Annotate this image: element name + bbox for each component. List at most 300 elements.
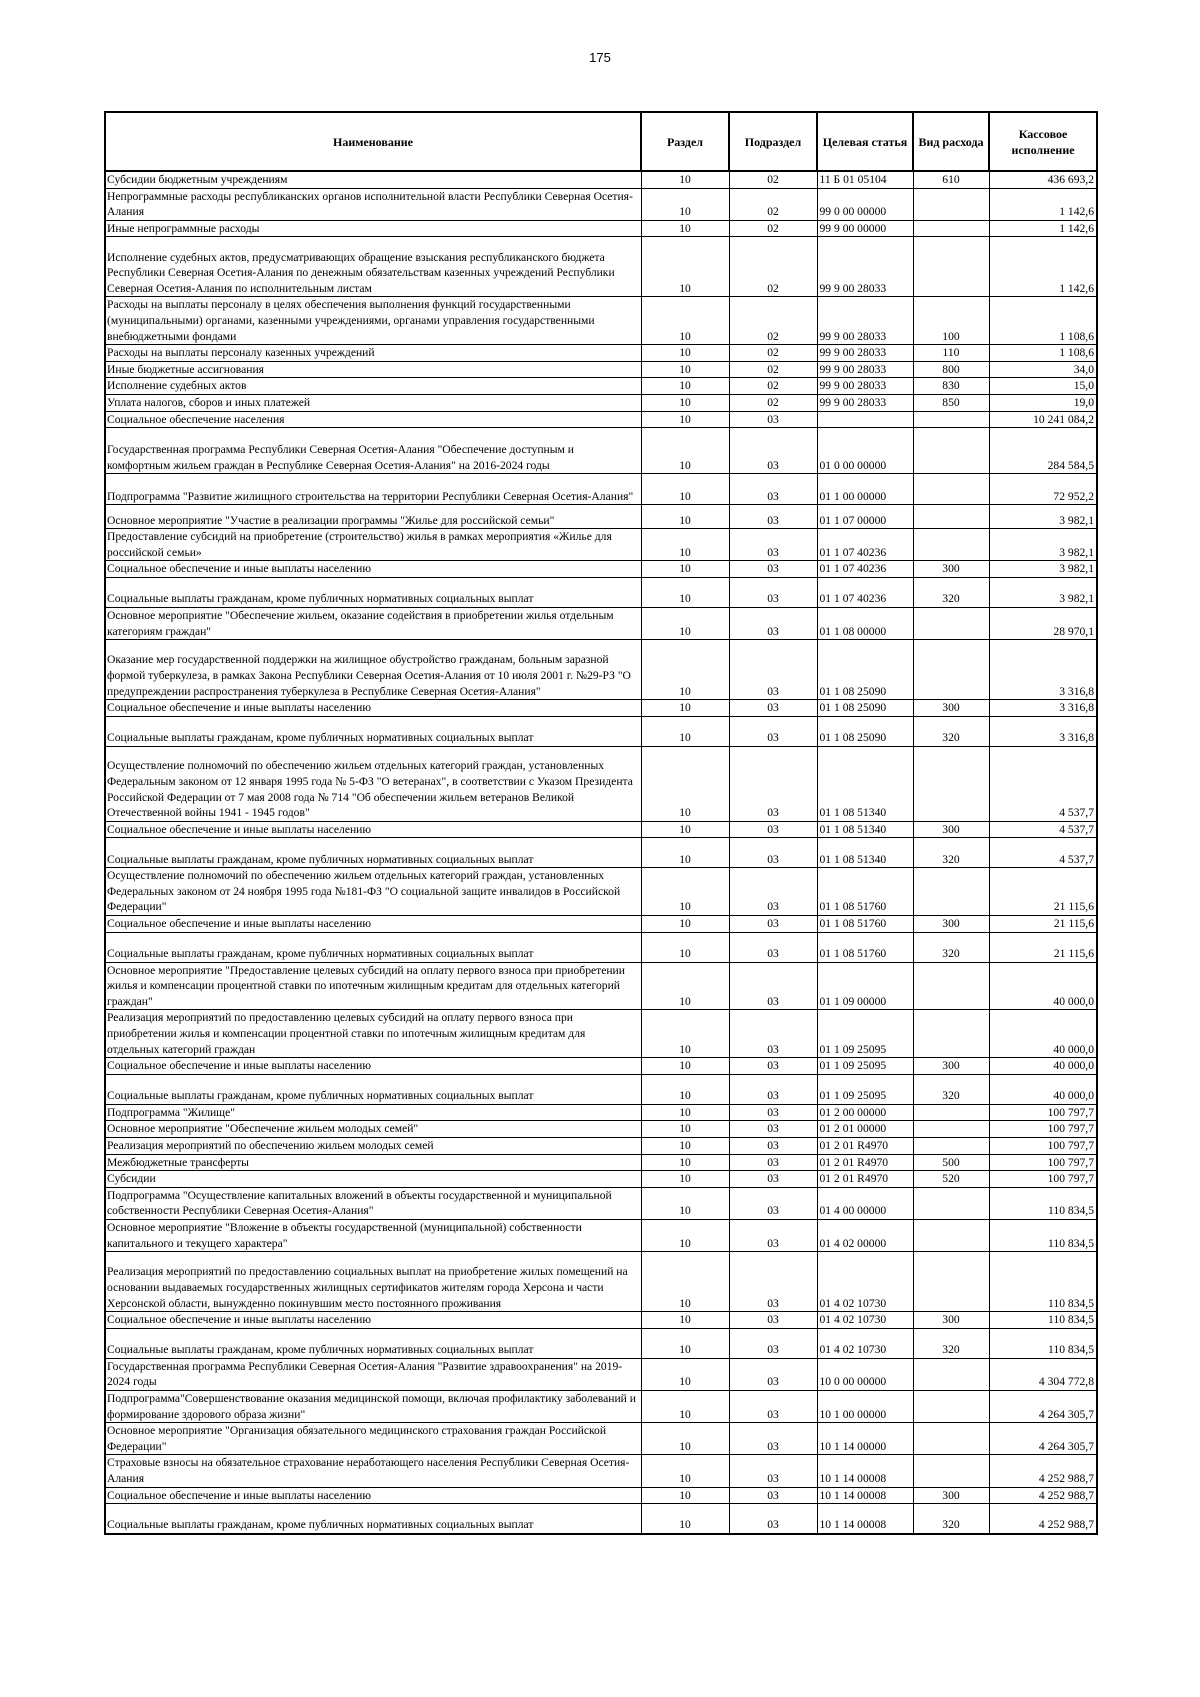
row-expense-type: 610 [913,171,989,188]
table-row [105,1328,1097,1358]
row-subsection: 03 [729,868,817,916]
row-section: 10 [641,838,729,868]
row-name: Основное мероприятие "Вложение в объекты государственной (муниципальной) собственности капитального и текущего характера" [105,1219,641,1251]
row-name: Государственная программа Республики Северная Осетия-Алания "Развитие здравоохранения" на 2019-2024 годы [105,1358,641,1390]
row-expense-type: 320 [913,838,989,868]
table-row [105,297,1097,345]
row-expense-type: 850 [913,394,989,411]
row-section: 10 [641,361,729,378]
row-subsection: 03 [729,1328,817,1358]
row-article: 01 1 07 40236 [817,561,913,578]
row-section: 10 [641,1138,729,1155]
row-amount: 4 304 772,8 [989,1358,1097,1390]
row-name: Подпрограмма "Жилище" [105,1104,641,1121]
row-subsection: 03 [729,821,817,838]
row-article: 01 2 01 R4970 [817,1138,913,1155]
row-amount: 1 142,6 [989,237,1097,297]
row-subsection: 02 [729,188,817,220]
row-name: Осуществление полномочий по обеспечению жильем отдельных категорий граждан, установленных Федеральных законом от 24 ноября 1995 года №181-ФЗ "О социальной защите инвалидов в Российской Федерации" [105,868,641,916]
row-name: Основное мероприятие "Организация обязательного медицинского страхования граждан Российской Федерации" [105,1423,641,1455]
row-amount: 110 834,5 [989,1328,1097,1358]
table-row [105,838,1097,868]
row-expense-type [913,1121,989,1138]
row-expense-type: 300 [913,916,989,933]
header-subsection: Подраздел [729,112,817,171]
row-article: 01 1 09 00000 [817,962,913,1010]
row-section: 10 [641,577,729,607]
row-subsection: 03 [729,1312,817,1329]
row-amount: 4 264 305,7 [989,1423,1097,1455]
row-section: 10 [641,716,729,746]
row-amount: 21 115,6 [989,868,1097,916]
row-article: 01 4 00 00000 [817,1187,913,1219]
table-row [105,237,1097,297]
row-amount: 40 000,0 [989,1010,1097,1058]
row-amount: 4 252 988,7 [989,1487,1097,1504]
header-name: Наименование [105,112,641,171]
row-expense-type: 320 [913,577,989,607]
row-amount: 4 537,7 [989,746,1097,821]
row-expense-type: 300 [913,1487,989,1504]
row-section: 10 [641,1187,729,1219]
row-subsection: 02 [729,394,817,411]
row-expense-type: 320 [913,932,989,962]
table-row [105,1121,1097,1138]
row-subsection: 03 [729,1010,817,1058]
row-name: Социальное обеспечение и иные выплаты населению [105,916,641,933]
row-name: Социальное обеспечение и иные выплаты населению [105,1312,641,1329]
row-article: 99 9 00 28033 [817,394,913,411]
row-subsection: 02 [729,171,817,188]
row-amount: 21 115,6 [989,916,1097,933]
row-amount: 3 982,1 [989,561,1097,578]
page-number: 175 [589,50,611,65]
row-subsection: 03 [729,411,817,428]
table-row [105,1010,1097,1058]
table-row [105,1504,1097,1534]
header-amount: Кассовое исполнение [989,112,1097,171]
row-name: Социальное обеспечение и иные выплаты населению [105,700,641,717]
row-subsection: 03 [729,962,817,1010]
table-row [105,1187,1097,1219]
row-amount: 4 264 305,7 [989,1390,1097,1422]
table-row [105,378,1097,395]
row-expense-type [913,1187,989,1219]
row-article: 11 Б 01 05104 [817,171,913,188]
row-name: Социальное обеспечение и иные выплаты населению [105,821,641,838]
row-amount: 100 797,7 [989,1121,1097,1138]
row-expense-type [913,607,989,639]
row-article: 10 0 00 00000 [817,1358,913,1390]
row-subsection: 03 [729,1423,817,1455]
row-expense-type [913,1138,989,1155]
row-section: 10 [641,1423,729,1455]
row-section: 10 [641,607,729,639]
row-amount: 3 316,8 [989,640,1097,700]
row-subsection: 03 [729,505,817,529]
row-amount: 15,0 [989,378,1097,395]
row-expense-type: 830 [913,378,989,395]
row-name: Межбюджетные трансферты [105,1154,641,1171]
row-subsection: 03 [729,1390,817,1422]
row-expense-type [913,1252,989,1312]
row-name: Иные непрограммные расходы [105,220,641,237]
row-subsection: 03 [729,607,817,639]
table-row [105,529,1097,561]
table-row [105,428,1097,474]
row-expense-type [913,237,989,297]
row-amount: 21 115,6 [989,932,1097,962]
row-subsection: 03 [729,1074,817,1104]
row-expense-type: 300 [913,1058,989,1075]
header-expense-type: Вид расхода [913,112,989,171]
row-article: 01 1 09 25095 [817,1010,913,1058]
row-section: 10 [641,1121,729,1138]
row-subsection: 03 [729,1121,817,1138]
table-row [105,1058,1097,1075]
row-section: 10 [641,171,729,188]
row-name: Иные бюджетные ассигнования [105,361,641,378]
row-expense-type: 300 [913,700,989,717]
row-name: Непрограммные расходы республиканских органов исполнительной власти Республики Северная Осетия-Алания [105,188,641,220]
row-article: 01 4 02 10730 [817,1312,913,1329]
row-expense-type: 110 [913,345,989,362]
table-row [105,1219,1097,1251]
table-row [105,505,1097,529]
row-expense-type: 320 [913,1504,989,1534]
row-expense-type [913,1219,989,1251]
row-subsection: 03 [729,1358,817,1390]
row-section: 10 [641,529,729,561]
table-row [105,868,1097,916]
table-row [105,1154,1097,1171]
row-article: 01 1 08 25090 [817,640,913,700]
row-amount: 3 982,1 [989,505,1097,529]
table-row [105,1487,1097,1504]
row-expense-type: 520 [913,1171,989,1188]
row-section: 10 [641,1010,729,1058]
table-row [105,220,1097,237]
row-section: 10 [641,411,729,428]
row-section: 10 [641,345,729,362]
table-body [105,171,1097,1534]
row-subsection: 03 [729,916,817,933]
row-subsection: 03 [729,577,817,607]
row-expense-type [913,1455,989,1487]
row-article: 99 9 00 28033 [817,361,913,378]
row-article: 01 1 00 00000 [817,474,913,505]
row-expense-type [913,1010,989,1058]
row-section: 10 [641,1171,729,1188]
row-section: 10 [641,474,729,505]
row-subsection: 03 [729,932,817,962]
row-amount: 40 000,0 [989,1058,1097,1075]
row-article: 01 1 07 40236 [817,577,913,607]
table-row [105,361,1097,378]
table-row [105,188,1097,220]
row-name: Субсидии бюджетным учреждениям [105,171,641,188]
row-section: 10 [641,640,729,700]
row-article: 01 4 02 10730 [817,1252,913,1312]
row-article: 01 2 01 00000 [817,1121,913,1138]
row-name: Осуществление полномочий по обеспечению жильем отдельных категорий граждан, установленных Федеральным законом от 12 января 1995 года № 5-ФЗ "О ветеранах", в соответствии с Указом Президента Российской Федерации от 7 мая 2008 года № 714 "Об обеспечении жильем ветеранов Великой Отечественной войны 1941 - 1945 годов" [105,746,641,821]
row-article: 01 1 09 25095 [817,1058,913,1075]
row-section: 10 [641,1504,729,1534]
row-name: Государственная программа Республики Северная Осетия-Алания "Обеспечение доступным и комфортным жильем граждан в Республике Северная Осетия-Алания" на 2016-2024 годы [105,428,641,474]
table-row [105,394,1097,411]
row-section: 10 [641,1487,729,1504]
row-subsection: 03 [729,1058,817,1075]
row-name: Реализация мероприятий по предоставлению целевых субсидий на оплату первого взноса при приобретении жилья и компенсации процентной ставки по ипотечным жилищным кредитам для отдельных категорий граждан [105,1010,641,1058]
row-amount: 100 797,7 [989,1154,1097,1171]
row-section: 10 [641,237,729,297]
row-section: 10 [641,394,729,411]
row-section: 10 [641,1390,729,1422]
row-name: Социальное обеспечение и иные выплаты населению [105,1487,641,1504]
row-article: 10 1 00 00000 [817,1390,913,1422]
table-row [105,821,1097,838]
row-name: Субсидии [105,1171,641,1188]
row-section: 10 [641,932,729,962]
row-section: 10 [641,1455,729,1487]
row-name: Реализация мероприятий по обеспечению жильем молодых семей [105,1138,641,1155]
row-section: 10 [641,1252,729,1312]
row-expense-type [913,474,989,505]
row-amount: 19,0 [989,394,1097,411]
row-article [817,411,913,428]
row-expense-type [913,220,989,237]
row-subsection: 03 [729,561,817,578]
row-section: 10 [641,220,729,237]
header-section: Раздел [641,112,729,171]
row-amount: 100 797,7 [989,1171,1097,1188]
row-name: Социальные выплаты гражданам, кроме публичных нормативных социальных выплат [105,577,641,607]
row-section: 10 [641,916,729,933]
row-name: Основное мероприятие "Участие в реализации программы "Жилье для российской семьи" [105,505,641,529]
row-expense-type [913,428,989,474]
row-article: 01 2 00 00000 [817,1104,913,1121]
row-section: 10 [641,188,729,220]
row-name: Социальное обеспечение и иные выплаты населению [105,561,641,578]
row-name: Расходы на выплаты персоналу казенных учреждений [105,345,641,362]
row-name: Исполнение судебных актов [105,378,641,395]
row-article: 01 1 07 00000 [817,505,913,529]
row-article: 01 1 08 51760 [817,932,913,962]
table-row [105,916,1097,933]
table-row [105,1171,1097,1188]
row-amount: 4 537,7 [989,838,1097,868]
row-amount: 4 537,7 [989,821,1097,838]
table-row [105,345,1097,362]
row-name: Подпрограмма "Развитие жилищного строительства на территории Республики Северная Осетия-Алания" [105,474,641,505]
row-amount: 3 316,8 [989,716,1097,746]
row-name: Основное мероприятие "Предоставление целевых субсидий на оплату первого взноса при приобретении жилья и компенсации процентной ставки по ипотечным жилищным кредитам для отдельных категорий граждан" [105,962,641,1010]
row-section: 10 [641,1104,729,1121]
row-amount: 3 982,1 [989,577,1097,607]
row-subsection: 02 [729,297,817,345]
row-subsection: 03 [729,1171,817,1188]
row-amount: 100 797,7 [989,1104,1097,1121]
table-header [105,112,1097,171]
row-name: Предоставление субсидий на приобретение (строительство) жилья в рамках мероприятия «Жилье для российской семьи» [105,529,641,561]
row-expense-type: 300 [913,821,989,838]
row-expense-type [913,868,989,916]
row-subsection: 03 [729,1154,817,1171]
row-subsection: 03 [729,1252,817,1312]
row-article: 01 2 01 R4970 [817,1171,913,1188]
row-expense-type [913,188,989,220]
row-amount: 1 142,6 [989,220,1097,237]
row-section: 10 [641,378,729,395]
row-article: 99 9 00 28033 [817,297,913,345]
row-section: 10 [641,1358,729,1390]
row-name: Социальные выплаты гражданам, кроме публичных нормативных социальных выплат [105,932,641,962]
table-row [105,962,1097,1010]
row-amount: 3 982,1 [989,529,1097,561]
row-section: 10 [641,505,729,529]
row-subsection: 03 [729,716,817,746]
row-amount: 34,0 [989,361,1097,378]
row-amount: 28 970,1 [989,607,1097,639]
row-subsection: 03 [729,1504,817,1534]
row-subsection: 03 [729,1455,817,1487]
row-expense-type: 100 [913,297,989,345]
row-article: 01 1 07 40236 [817,529,913,561]
row-section: 10 [641,1312,729,1329]
row-article: 01 2 01 R4970 [817,1154,913,1171]
row-amount: 110 834,5 [989,1219,1097,1251]
row-name: Подпрограмма "Осуществление капитальных вложений в объекты государственной и муниципальной собственности Республики Северная Осетия-Алания" [105,1187,641,1219]
row-article: 01 1 08 51760 [817,916,913,933]
row-amount: 1 108,6 [989,345,1097,362]
row-article: 01 1 08 00000 [817,607,913,639]
table-row [105,171,1097,188]
row-article: 99 9 00 28033 [817,237,913,297]
row-name: Страховые взносы на обязательное страхование неработающего населения Республики Северная Осетия-Алания [105,1455,641,1487]
row-subsection: 03 [729,1219,817,1251]
row-subsection: 03 [729,700,817,717]
row-expense-type [913,1390,989,1422]
row-expense-type: 320 [913,1074,989,1104]
table-row [105,1312,1097,1329]
row-expense-type [913,1358,989,1390]
row-expense-type: 320 [913,716,989,746]
row-name: Расходы на выплаты персоналу в целях обеспечения выполнения функций государственными (муниципальными) органами, казенными учреждениями, органами управления государственными внебюджетными фондами [105,297,641,345]
row-name: Социальные выплаты гражданам, кроме публичных нормативных социальных выплат [105,716,641,746]
row-article: 01 1 09 25095 [817,1074,913,1104]
row-name: Исполнение судебных актов, предусматривающих обращение взыскания республиканского бюджета Республики Северная Осетия-Алания по денежным обязательствам казенных учреждений Республики Северная Осетия-Алания по исполнительным листам [105,237,641,297]
row-article: 01 1 08 51340 [817,746,913,821]
header-article: Целевая статья [817,112,913,171]
row-section: 10 [641,821,729,838]
row-subsection: 03 [729,838,817,868]
row-subsection: 03 [729,746,817,821]
table-row [105,700,1097,717]
row-section: 10 [641,962,729,1010]
row-name: Социальные выплаты гражданам, кроме публичных нормативных социальных выплат [105,1504,641,1534]
row-subsection: 03 [729,1138,817,1155]
row-section: 10 [641,1328,729,1358]
row-amount: 10 241 084,2 [989,411,1097,428]
row-amount: 436 693,2 [989,171,1097,188]
row-expense-type: 300 [913,1312,989,1329]
row-expense-type [913,529,989,561]
row-name: Основное мероприятие "Обеспечение жильем, оказание содействия в приобретении жилья отдельным категориям граждан" [105,607,641,639]
row-amount: 3 316,8 [989,700,1097,717]
row-section: 10 [641,746,729,821]
row-subsection: 02 [729,237,817,297]
row-expense-type: 300 [913,561,989,578]
row-amount: 1 108,6 [989,297,1097,345]
table-row [105,1390,1097,1422]
row-subsection: 02 [729,345,817,362]
row-subsection: 02 [729,220,817,237]
table-row [105,577,1097,607]
row-article: 01 0 00 00000 [817,428,913,474]
row-amount: 110 834,5 [989,1312,1097,1329]
row-article: 99 0 00 00000 [817,188,913,220]
table-row [105,932,1097,962]
row-article: 01 1 08 51340 [817,838,913,868]
row-article: 99 9 00 00000 [817,220,913,237]
row-subsection: 03 [729,1104,817,1121]
row-name: Социальное обеспечение населения [105,411,641,428]
row-amount: 4 252 988,7 [989,1504,1097,1534]
table-row [105,1252,1097,1312]
row-section: 10 [641,700,729,717]
row-expense-type: 800 [913,361,989,378]
row-name: Уплата налогов, сборов и иных платежей [105,394,641,411]
row-expense-type [913,1423,989,1455]
table-row [105,1455,1097,1487]
row-article: 01 1 08 51760 [817,868,913,916]
row-subsection: 03 [729,474,817,505]
row-amount: 110 834,5 [989,1252,1097,1312]
row-expense-type [913,640,989,700]
table-row [105,411,1097,428]
row-amount: 284 584,5 [989,428,1097,474]
row-expense-type [913,505,989,529]
row-name: Социальные выплаты гражданам, кроме публичных нормативных социальных выплат [105,838,641,868]
budget-table [104,111,1098,1535]
row-article: 10 1 14 00008 [817,1487,913,1504]
row-name: Социальные выплаты гражданам, кроме публичных нормативных социальных выплат [105,1074,641,1104]
row-article: 01 4 02 10730 [817,1328,913,1358]
row-section: 10 [641,297,729,345]
row-expense-type: 500 [913,1154,989,1171]
row-subsection: 03 [729,529,817,561]
row-amount: 72 952,2 [989,474,1097,505]
row-amount: 100 797,7 [989,1138,1097,1155]
row-section: 10 [641,1154,729,1171]
table-row [105,1074,1097,1104]
row-section: 10 [641,428,729,474]
table-row [105,640,1097,700]
row-expense-type: 320 [913,1328,989,1358]
table-row [105,1423,1097,1455]
table-row [105,474,1097,505]
table-row [105,1358,1097,1390]
row-name: Подпрограмма"Совершенствование оказания медицинской помощи, включая профилактику заболеваний и формирование здорового образа жизни" [105,1390,641,1422]
row-name: Основное мероприятие "Обеспечение жильем молодых семей" [105,1121,641,1138]
row-amount: 4 252 988,7 [989,1455,1097,1487]
row-section: 10 [641,561,729,578]
row-subsection: 03 [729,640,817,700]
row-article: 01 1 08 25090 [817,700,913,717]
row-subsection: 02 [729,378,817,395]
row-expense-type [913,411,989,428]
row-name: Реализация мероприятий по предоставлению социальных выплат на приобретение жилых помещений на основании выдаваемых государственных жилищных сертификатов жителям города Херсона и части Херсонской области, вынужденно покинувшим место постоянного проживания [105,1252,641,1312]
